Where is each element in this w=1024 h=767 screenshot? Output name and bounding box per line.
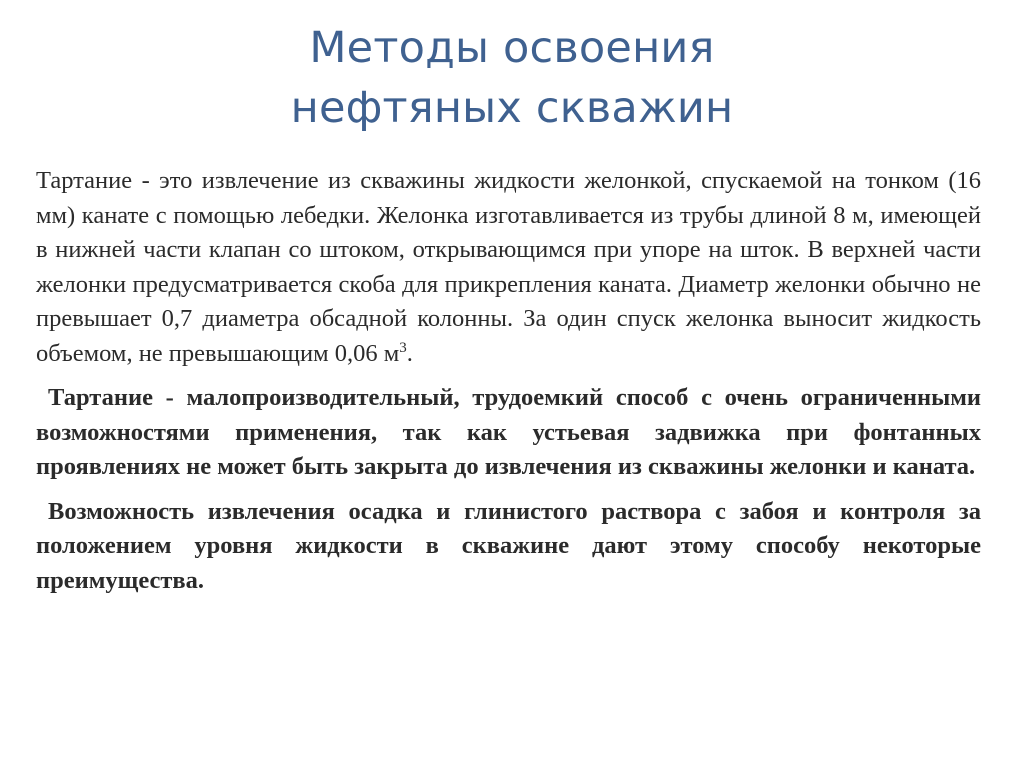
title-line-2: нефтяных скважин (290, 83, 734, 133)
slide-title (0, 18, 1024, 138)
paragraph-2: Тартание - малопроизводительный, трудоемкий способ с очень ограниченными возможностями применения, так как устьевая задвижка при фонтанных проявлениях не может быть закрыта до извлечения из скважины желонки и каната. (36, 384, 981, 480)
paragraph-1 (36, 164, 981, 371)
paragraph-3: Возможность извлечения осадка и глинистого раствора с забоя и контроля за положением уровня жидкости в скважине дают этому способу некоторые преимущества. (36, 497, 981, 594)
slide-body (36, 164, 981, 598)
paragraph-1-end: . (406, 339, 413, 367)
cubic-superscript: 3 (399, 339, 407, 356)
title-line-1: Методы освоения (309, 23, 715, 73)
paragraph-1-text: Тартание - это извлечение из скважины жидкости желонкой, спускаемой на тонком (16 мм) канате с помощью лебедки. Желонка изготавливается из трубы длиной 8 м, имеющей в нижней части клапан со штоком, открывающимся при упоре на шток. В верхней части желонки предусматривается скоба для прикрепления каната. Диаметр желонки обычно не превышает 0,7 диаметра обсадной колонны. За один спуск желонка выносит жидкость объемом, не превышающим 0,06 м (36, 167, 981, 367)
